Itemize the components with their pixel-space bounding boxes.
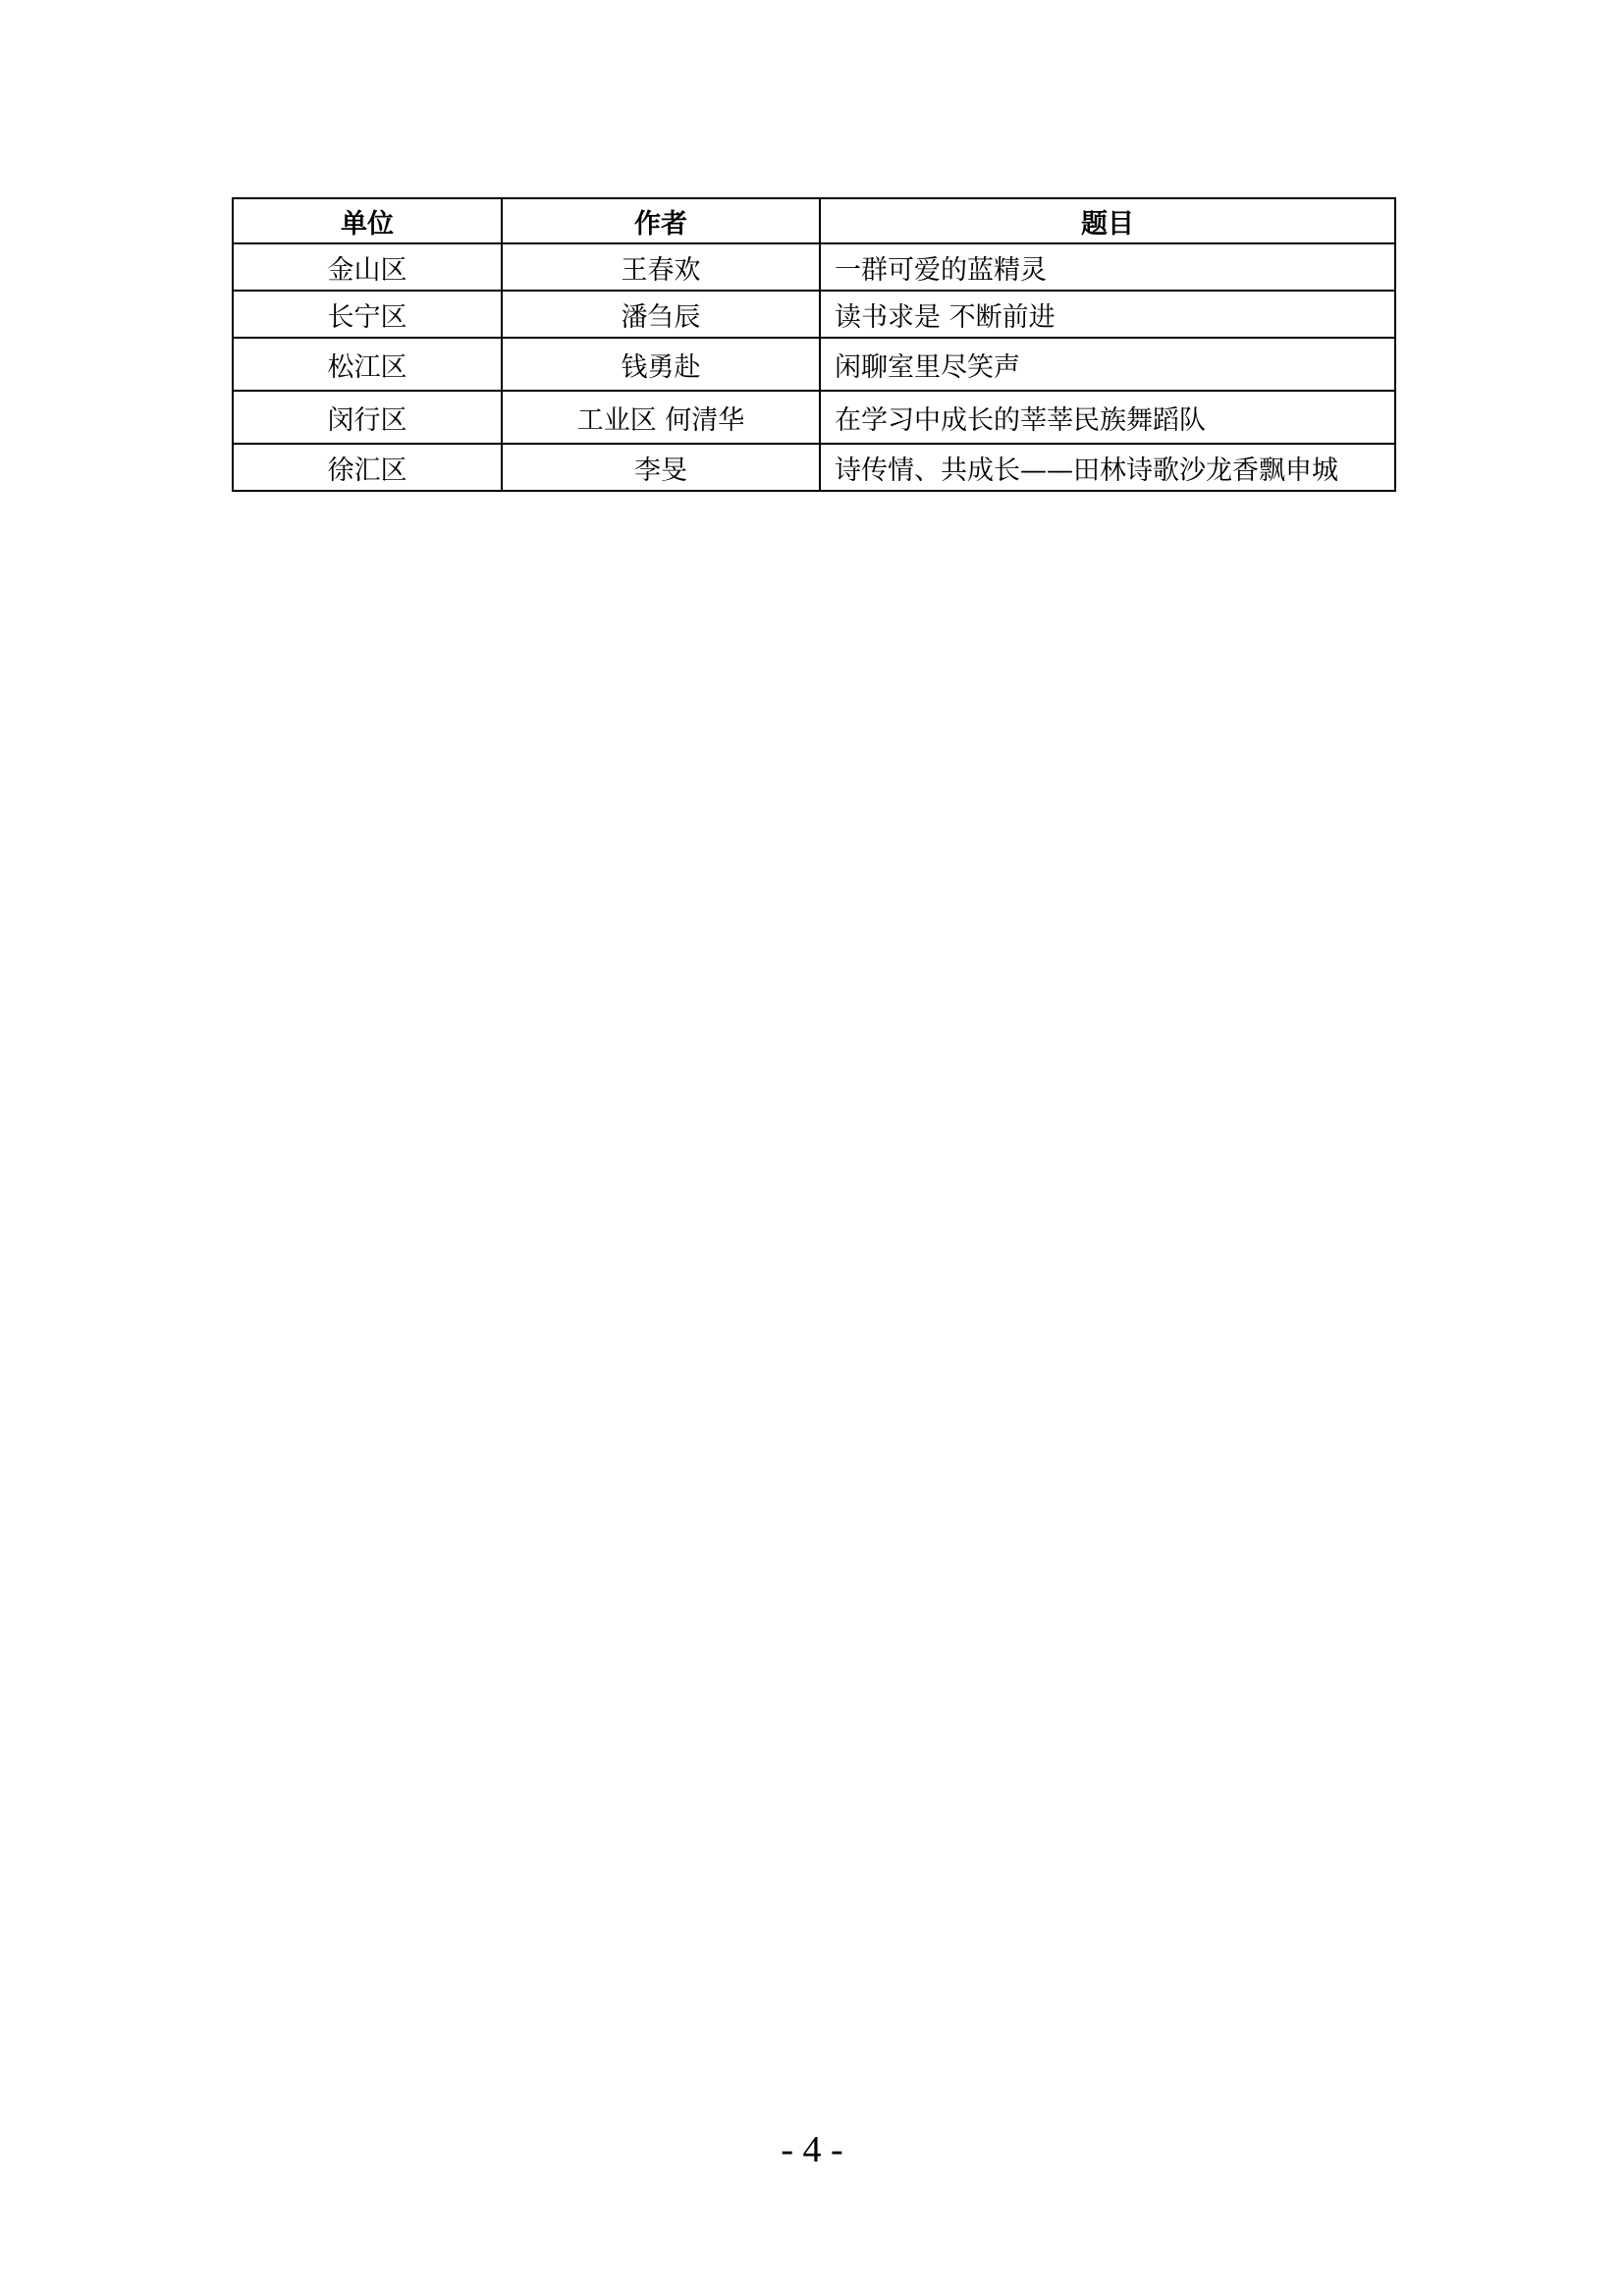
table-row: [233, 444, 1395, 491]
table-row: [233, 338, 1395, 391]
cell-author: 钱勇赴: [502, 338, 820, 391]
header-unit: 单位: [233, 198, 502, 243]
cell-title: 闲聊室里尽笑声: [820, 338, 1395, 391]
table-row: [233, 291, 1395, 338]
cell-author: 王春欢: [502, 243, 820, 291]
works-table: [232, 197, 1396, 492]
cell-author: 李旻: [502, 444, 820, 491]
cell-title: 读书求是 不断前进: [820, 291, 1395, 338]
page-number: - 4 -: [781, 2129, 843, 2170]
cell-unit: 金山区: [233, 243, 502, 291]
cell-title: 在学习中成长的莘莘民族舞蹈队: [820, 391, 1395, 444]
header-author: 作者: [502, 198, 820, 243]
cell-title: 一群可爱的蓝精灵: [820, 243, 1395, 291]
cell-unit: 长宁区: [233, 291, 502, 338]
cell-author: 潘刍辰: [502, 291, 820, 338]
cell-author: 工业区 何清华: [502, 391, 820, 444]
header-title: 题目: [820, 198, 1395, 243]
cell-title: 诗传情、共成长——田林诗歌沙龙香飘申城: [820, 444, 1395, 491]
cell-unit: 松江区: [233, 338, 502, 391]
table-header-row: [233, 198, 1395, 243]
table-row: [233, 243, 1395, 291]
cell-unit: 闵行区: [233, 391, 502, 444]
table-row: [233, 391, 1395, 444]
cell-unit: 徐汇区: [233, 444, 502, 491]
